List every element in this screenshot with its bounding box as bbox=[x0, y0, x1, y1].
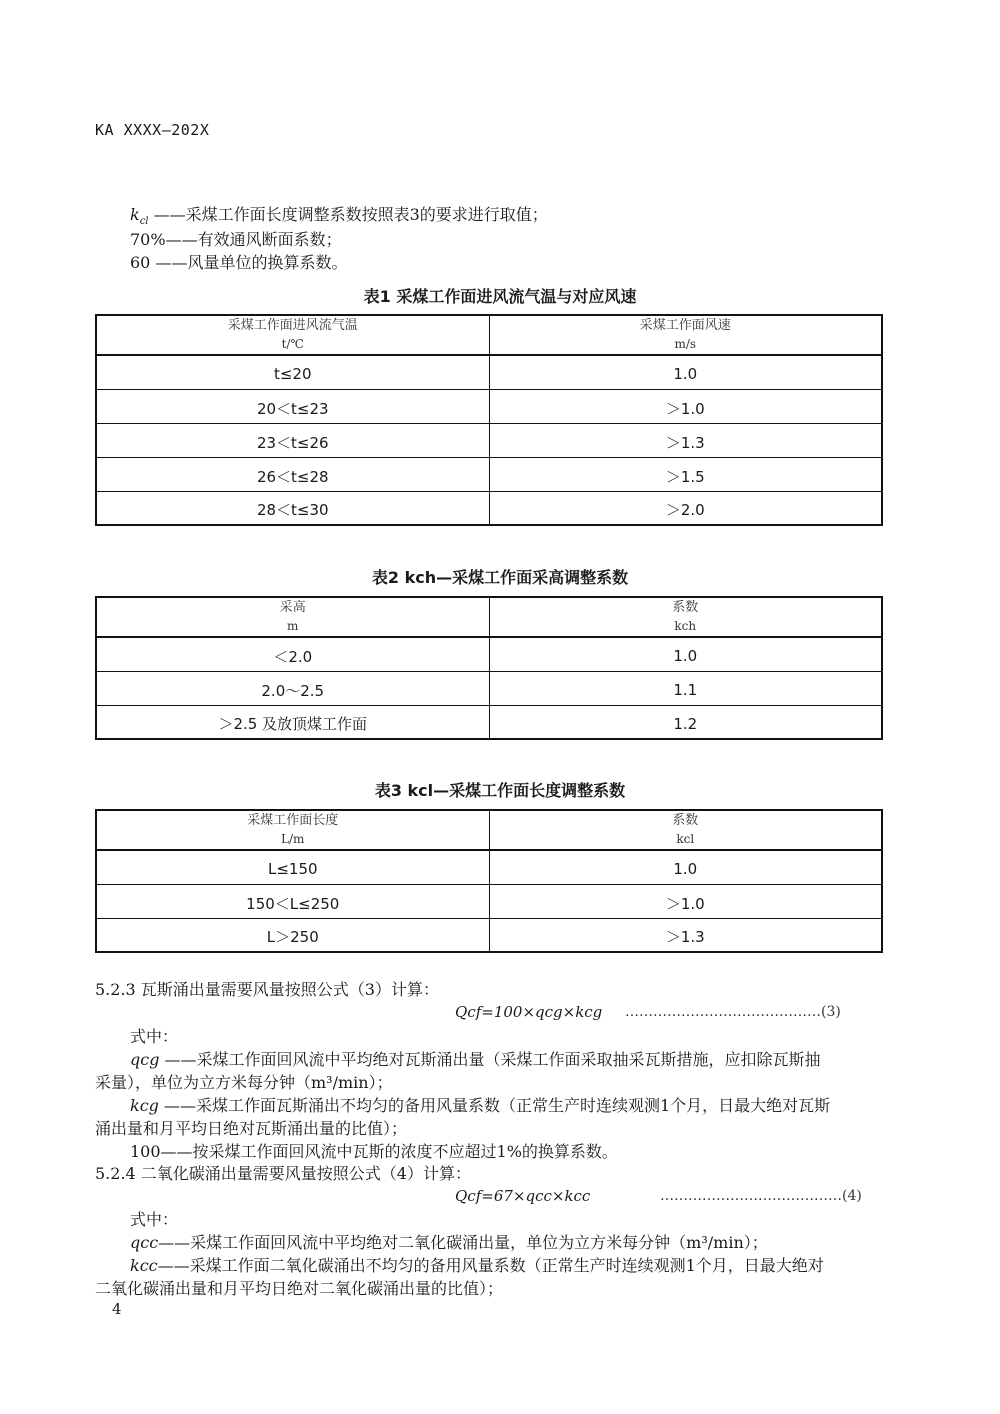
table3-caption: 表3 kcl—采煤工作面长度调整系数 bbox=[374, 781, 626, 800]
def-kcg-cont: 涌出量和月平均日绝对瓦斯涌出量的比值）； bbox=[95, 1119, 408, 1138]
table-row: ＜2.0 1.0 bbox=[96, 637, 882, 671]
table1-header-row bbox=[96, 315, 882, 355]
table-row: t≤20 1.0 bbox=[96, 355, 882, 389]
table-row: L≤150 1.0 bbox=[96, 850, 882, 884]
table2 bbox=[95, 596, 883, 740]
table3-header-row bbox=[96, 810, 882, 850]
table-row: 26＜t≤28 ＞1.5 bbox=[96, 457, 882, 491]
def-qcg-cont: 采量），单位为立方米每分钟（m³/min）； bbox=[95, 1073, 393, 1092]
table1 bbox=[95, 314, 883, 526]
formula-4: Qcf=67×qcc×kcc bbox=[455, 1187, 591, 1205]
table1-col2-header: 采煤工作面风速 m/s bbox=[489, 315, 882, 355]
formula-3-number: ……………………………………(3) bbox=[625, 1004, 841, 1020]
def-kcg: kcg ——采煤工作面瓦斯涌出不均匀的备用风量系数（正常生产时连续观测1个月，日最大绝对瓦斯 bbox=[130, 1096, 831, 1115]
section-5-2-4-heading: 5.2.4 二氧化碳涌出量需要风量按照公式（4）计算： bbox=[95, 1164, 471, 1183]
table1-col1-header: 采煤工作面进风流气温 t/℃ bbox=[96, 315, 489, 355]
where-label-4: 式中： bbox=[130, 1210, 179, 1229]
symbol-kcl: $k_{cl}$ bbox=[130, 205, 149, 228]
symbol-qcg: qcg bbox=[130, 1050, 160, 1069]
formula-4-number: …………………………………(4) bbox=[660, 1188, 862, 1204]
table1-caption: 表1 采煤工作面进风流气温与对应风速 bbox=[363, 287, 637, 306]
def-60: 60 ——风量单位的换算系数。 bbox=[130, 253, 348, 272]
table2-col1-header: 采高 m bbox=[96, 597, 489, 637]
section-5-2-3-heading: 5.2.3 瓦斯涌出量需要风量按照公式（3）计算： bbox=[95, 980, 439, 999]
table-row: 23＜t≤26 ＞1.3 bbox=[96, 423, 882, 457]
symbol-kcg: kcg bbox=[130, 1096, 159, 1115]
document-code: KA XXXX—202X bbox=[95, 121, 210, 139]
symbol-qcc: qcc bbox=[130, 1233, 159, 1252]
formula-3: Qcf=100×qcg×kcg bbox=[455, 1003, 603, 1021]
def-qcc: qcc——采煤工作面回风流中平均绝对二氧化碳涌出量，单位为立方米每分钟（m³/min）； bbox=[130, 1233, 768, 1252]
table2-header-row bbox=[96, 597, 882, 637]
table-row: 20＜t≤23 ＞1.0 bbox=[96, 389, 882, 423]
table2-caption: 表2 kch—采煤工作面采高调整系数 bbox=[371, 568, 629, 587]
table-row: 150＜L≤250 ＞1.0 bbox=[96, 884, 882, 918]
table-row: ＞2.5 及放顶煤工作面 1.2 bbox=[96, 705, 882, 739]
table3 bbox=[95, 809, 883, 953]
def-qcg: qcg ——采煤工作面回风流中平均绝对瓦斯涌出量（采煤工作面采取抽采瓦斯措施，应扣除瓦斯抽 bbox=[130, 1050, 821, 1069]
table-row: L＞250 ＞1.3 bbox=[96, 918, 882, 952]
def-70-percent: 70%——有效通风断面系数； bbox=[130, 230, 342, 249]
def-kcc: kcc——采煤工作面二氧化碳涌出不均匀的备用风量系数（正常生产时连续观测1个月，日最大绝对 bbox=[130, 1256, 824, 1275]
table-row: 2.0～2.5 1.1 bbox=[96, 671, 882, 705]
def-kcl: $k_{cl}$ ——采煤工作面长度调整系数按照表3的要求进行取值； bbox=[130, 205, 548, 228]
def-100: 100——按采煤工作面回风流中瓦斯的浓度不应超过1%的换算系数。 bbox=[130, 1142, 618, 1161]
table-row: 28＜t≤30 ＞2.0 bbox=[96, 491, 882, 525]
where-label-3: 式中： bbox=[130, 1027, 179, 1046]
table3-col2-header: 系数 kcl bbox=[489, 810, 882, 850]
def-kcc-cont: 二氧化碳涌出量和月平均日绝对二氧化碳涌出量的比值）； bbox=[95, 1279, 504, 1298]
table3-col1-header: 采煤工作面长度 L/m bbox=[96, 810, 489, 850]
table2-col2-header: 系数 kch bbox=[489, 597, 882, 637]
symbol-kcc: kcc bbox=[130, 1256, 158, 1275]
page-number: 4 bbox=[112, 1300, 122, 1318]
